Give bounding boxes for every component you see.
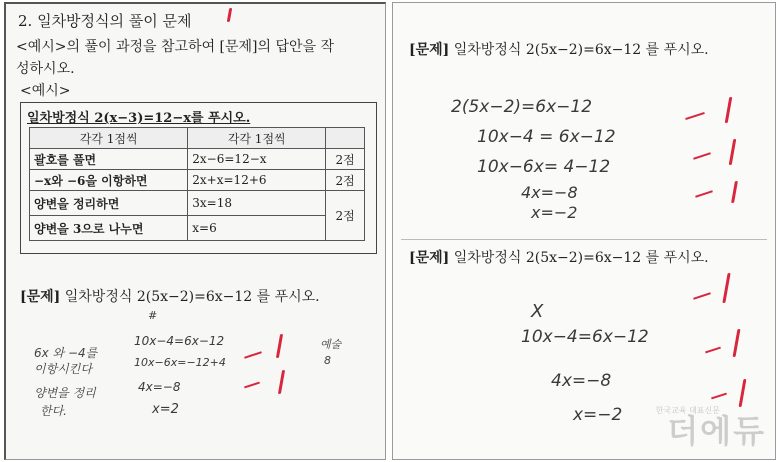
problem-text: 일차방정식 2(5x−2)=6x−12 를 푸시오. (64, 289, 320, 305)
red-check-mark (695, 190, 713, 197)
hand-note: 이항시킨다 (34, 362, 92, 376)
example-tag: <예시> (20, 83, 71, 99)
hand-note: 6x 와 −4를 (34, 346, 98, 360)
hand-equation: x=2 (152, 402, 179, 417)
hand-equation: 10x−4=6x−12 (134, 334, 225, 348)
table-header: 각각 1점씩 (30, 128, 188, 149)
watermark-subtitle: 한국교육 대표신문 (655, 406, 720, 415)
table-row (30, 170, 365, 191)
table-row (30, 191, 365, 216)
hand-equation: 4x=−8 (521, 183, 578, 202)
red-check-mark (278, 370, 285, 394)
right-exam-sheet (392, 2, 776, 460)
table-cell-score: 2점 (326, 191, 365, 241)
problem-line (20, 286, 320, 306)
red-check-mark (739, 379, 747, 407)
hand-equation: 10x−4=6x−12 (521, 327, 649, 347)
problem-line-b (409, 247, 709, 267)
instruction-line-2: 성하시오. (16, 61, 75, 77)
red-check-mark (244, 382, 260, 389)
hand-crossed-mark: X (531, 301, 544, 322)
hand-note: 한다. (40, 404, 67, 418)
table-cell-eq: 2x+x=12+6 (188, 170, 326, 191)
table-cell-step: 양변을 정리하면 (30, 191, 188, 216)
red-check-mark (693, 292, 711, 299)
problem-text: 일차방정식 2(5x−2)=6x−12 를 푸시오. (453, 250, 709, 266)
instruction-line-1: <예시>의 풀이 과정을 참고하여 [문제]의 답안을 작 (16, 39, 335, 55)
table-cell-score: 2점 (326, 170, 365, 191)
hand-equation: 4x=−8 (138, 380, 181, 394)
red-check-mark (729, 139, 737, 165)
table-cell-step: −x와 −6을 이항하면 (30, 170, 188, 191)
hand-equation: x=−2 (531, 203, 578, 222)
hand-equation: 10x−6x= 4−12 (477, 157, 611, 177)
divider (401, 239, 767, 240)
example-title: 일차방정식 2(x−3)=12−x를 푸시오. (27, 111, 251, 126)
table-cell-eq: 3x=18 (188, 191, 326, 216)
hand-mark: # (148, 309, 158, 322)
table-cell-step: 괄호를 풀면 (30, 149, 188, 170)
problem-line-a (409, 39, 709, 59)
hand-equation: x=−2 (573, 405, 623, 425)
left-exam-sheet (4, 2, 386, 460)
problem-label: [문제] (409, 250, 450, 266)
red-check-mark (725, 97, 733, 123)
red-check-mark (711, 393, 727, 400)
red-check-mark (276, 334, 283, 358)
hand-equation: 4x=−8 (551, 371, 612, 391)
red-check-mark (722, 273, 730, 303)
problem-label: [문제] (409, 42, 450, 58)
problem-text: 일차방정식 2(5x−2)=6x−12 를 푸시오. (453, 42, 709, 58)
red-check-mark (685, 112, 705, 120)
hand-equation: 10x−4 = 6x−12 (477, 127, 616, 147)
example-table (29, 127, 365, 241)
table-row (30, 216, 365, 241)
red-check-mark (244, 351, 262, 358)
table-cell-step: 양변을 3으로 나누면 (30, 216, 188, 241)
problem-label: [문제] (20, 289, 61, 305)
example-box (20, 102, 377, 254)
table-header-blank (326, 128, 365, 149)
red-check-mark (693, 152, 711, 159)
table-cell-score: 2점 (326, 149, 365, 170)
hand-note: 양변을 정리 (34, 386, 96, 400)
red-check-mark (227, 8, 232, 22)
hand-equation: 2(5x−2)=6x−12 (451, 97, 593, 117)
red-check-mark (731, 181, 738, 203)
red-check-mark (733, 329, 741, 357)
red-check-mark (705, 347, 721, 354)
hand-equation: 10x−6x=−12+4 (134, 356, 226, 369)
table-header: 각각 1점씩 (188, 128, 326, 149)
margin-note: 8 (324, 354, 331, 367)
watermark-logo: 더에듀 (667, 412, 766, 450)
section-heading: 2. 일차방정식의 풀이 문제 (18, 12, 192, 30)
table-cell-eq: x=6 (188, 216, 326, 241)
table-row (30, 149, 365, 170)
margin-note: 예술 (320, 338, 342, 351)
table-cell-eq: 2x−6=12−x (188, 149, 326, 170)
